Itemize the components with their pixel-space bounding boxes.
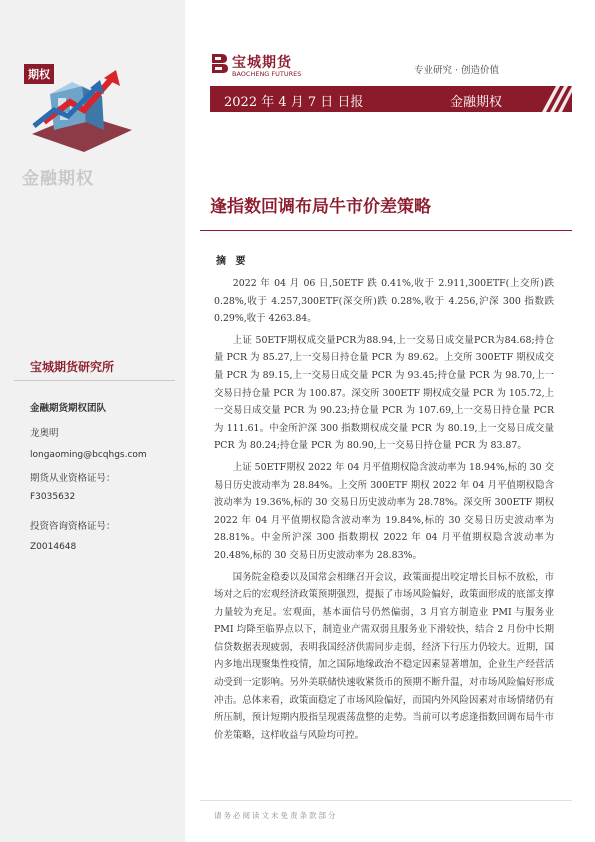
- options-logo-graphic: [24, 64, 134, 154]
- paragraph: 国务院金稳委以及国常会相继召开会议，政策面提出咬定增长目标不放松，市场对之后的宏观经济政策预期强烈，提振了市场风险偏好，政策面形成的底部支撑力量较为充足。宏观面，基本面信号仍然偏弱，3 月官方制造业 PMI 与服务业 PMI 均降至临界点以下，制造业产需双弱且服务业下滑较快，结合 2 月份中长期信贷数据表现疲弱，表明我国经济供需同步走弱，经济下行压力仍较大。近期，国内多地出现聚集性疫情，加之国际地缘政治不稳定因素显著增加，企业生产经营活动受到一定影响。另外美联储快速收紧货币的预期不断升温，对市场风险偏好形成冲击。总体来看，政策面稳定了市场风险偏好，而国内外风险因素对市场情绪仍有所压制，预计短期内股指呈现震荡盘整的走势。当前可以考虑逢指数回调布局牛市价差策略，这样收益与风险均可控。: [214, 571, 554, 741]
- sidebar-divider: [14, 380, 175, 381]
- institute-name: 宝城期货研究所: [30, 360, 115, 374]
- analyst-email[interactable]: longaoming@bcqhgs.com: [30, 450, 147, 460]
- license-number: F3035632: [30, 492, 76, 502]
- team-name: 金融期货期权团队: [30, 403, 107, 414]
- brand-name-english: BAOCHENG FUTURES: [232, 70, 302, 78]
- sidebar: [0, 0, 185, 842]
- brand-logo: [210, 52, 302, 78]
- footer-divider: [200, 800, 572, 801]
- paragraph: 上证 50ETF期权成交量PCR为88.94,上一交易日成交量PCR为84.68;持仓量 PCR 为 85.27,上一交易日持仓量 PCR 为 89.62。上交所 300ETF 期权成交量 PCR 为 89.15,上一交易日成交量 PCR 为 93.45;持仓量 PCR 为 98.70,上一交易日持仓量 PCR 为 100.87。深交所 300ETF 期权成交量 PCR 为 105.72,上一交易日成交量 PCR 为 90.23;持仓量 PCR 为 107.69,上一交易日持仓量 PCR 为 111.61。中金所沪深 300 指数期权成交量 PCR 为 80.19,上一交易日成交量 PCR 为 80.24;持仓量 PCR 为 80.90,上一交易日持仓量 PCR 为 83.87。: [214, 334, 554, 452]
- analyst-name: 龙奥明: [30, 428, 59, 439]
- paragraph: 上证 50ETF期权 2022 年 04 月平值期权隐含波动率为 18.94%,标的 30 交易日历史波动率为 28.84%。上交所 300ETF 期权 2022 年 04 月平值期权隐含波动率为 19.36%,标的 30 交易日历史波动率为 28.78%。深交所 300ETF 期权 2022 年 04 月平值期权隐含波动率为 19.84%,标的 30 交易日历史波动率为 28.81%。中金所沪深 300 指数期权 2022 年 04 月平值期权隐含波动率为 20.48%,标的 30 交易日历史波动率为 28.83%。: [214, 461, 554, 561]
- consult-license-number: Z0014648: [30, 542, 77, 552]
- report-category: 金融期权: [450, 95, 503, 110]
- brand-name: 宝城期货: [232, 55, 292, 71]
- disclaimer-note: 请务必阅读文末免责条款部分: [214, 811, 338, 820]
- report-title: 逢指数回调布局牛市价差策略: [210, 197, 431, 217]
- baocheng-logo-icon: [210, 52, 228, 74]
- paragraph: 2022 年 04 月 06 日,50ETF 跌 0.41%,收于 2.911,300ETF(上交所)跌 0.28%,收于 4.257,300ETF(深交所)跌 0.28%,收于 4.256,沪深 300 指数跌 0.29%,收于 4263.84。: [214, 278, 554, 325]
- report-date: 2022 年 4 月 7 日 日报: [224, 95, 364, 110]
- section-title: 金融期权: [22, 169, 94, 189]
- slogan: 专业研究 · 创造价值: [414, 65, 500, 76]
- title-divider: [200, 230, 572, 231]
- options-tag: 期权: [24, 64, 54, 84]
- abstract-label: 摘 要: [216, 256, 249, 267]
- license-label: 期货从业资格证号：: [30, 473, 116, 484]
- date-banner: [210, 86, 572, 112]
- consult-license-label: 投资咨询资格证号：: [30, 521, 116, 532]
- report-body: [214, 275, 554, 748]
